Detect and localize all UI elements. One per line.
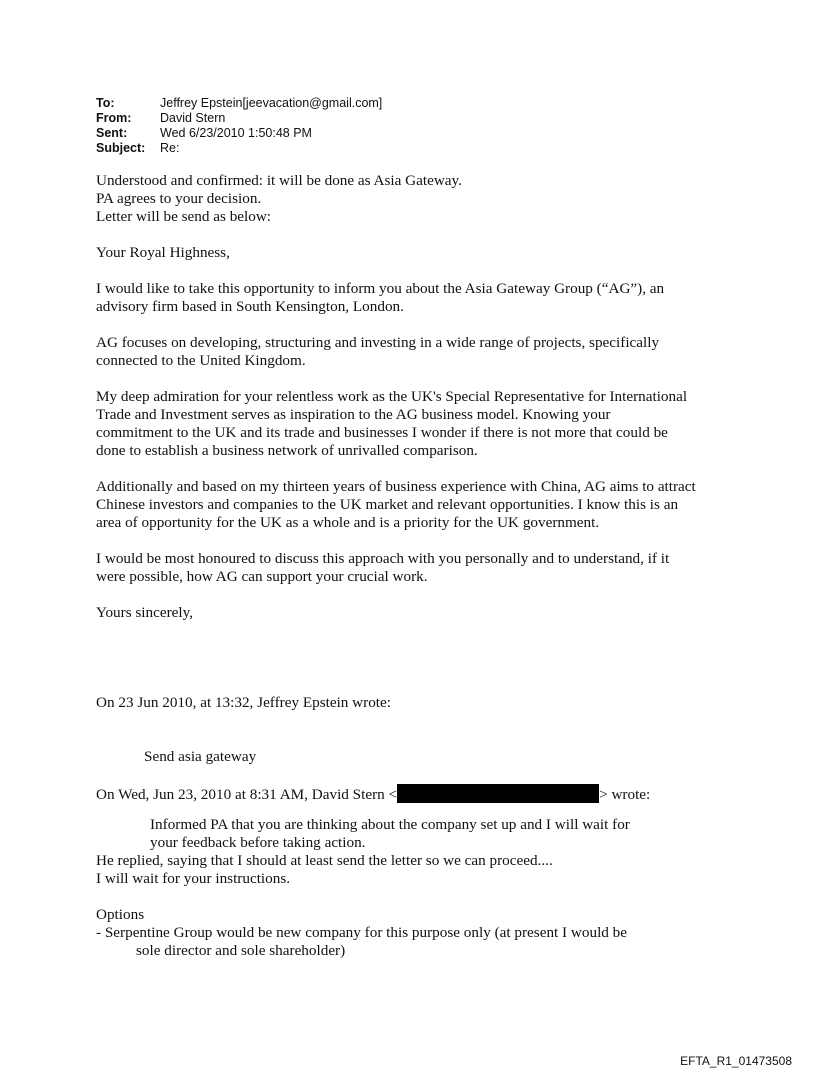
paragraph-line: commitment to the UK and its trade and businesses I wonder if there is not more that could be (96, 424, 668, 441)
redaction-box (397, 784, 599, 803)
intro-line: PA agrees to your decision. (96, 190, 262, 207)
options-title: Options (96, 906, 145, 923)
sent-value: Wed 6/23/2010 1:50:48 PM (160, 126, 312, 140)
quote1-body: Send asia gateway (144, 748, 257, 765)
paragraph-line: I would like to take this opportunity to inform you about the Asia Gateway Group (“AG”), an (96, 280, 665, 297)
paragraph-line: Trade and Investment serves as inspiration to the AG business model. Knowing your (96, 406, 611, 423)
quote2-line: He replied, saying that I should at least send the letter so we can proceed.... (96, 852, 553, 869)
paragraph-line: were possible, how AG can support your crucial work. (96, 568, 428, 585)
quote2-line: I will wait for your instructions. (96, 870, 291, 887)
letter-paragraph (96, 550, 736, 586)
letter-paragraph (96, 388, 736, 460)
sent-label: Sent: (96, 126, 128, 140)
options-item-line: - Serpentine Group would be new company for this purpose only (at present I would be (96, 924, 628, 941)
quote2-header (96, 784, 736, 804)
intro-line: Letter will be send as below: (96, 208, 272, 225)
paragraph-line: done to establish a business network of unrivalled comparison. (96, 442, 478, 459)
intro-block (96, 172, 736, 226)
paragraph-line: Chinese investors and companies to the UK market and relevant opportunities. I know this is an (96, 496, 679, 513)
letter-paragraph (96, 280, 736, 316)
paragraph-line: Additionally and based on my thirteen years of business experience with China, AG aims to attract (96, 478, 696, 495)
subject-value: Re: (160, 141, 180, 155)
options-item-line: sole director and sole shareholder) (136, 942, 346, 959)
to-row (96, 96, 382, 111)
to-value: Jeffrey Epstein[jeevacation@gmail.com] (160, 96, 383, 110)
sent-row (96, 126, 382, 141)
paragraph-line: area of opportunity for the UK as a whole and is a priority for the UK government. (96, 514, 600, 531)
intro-line: Understood and confirmed: it will be done as Asia Gateway. (96, 172, 462, 189)
quote2-indented (96, 816, 736, 852)
paragraph-line: I would be most honoured to discuss this approach with you personally and to understand, if it (96, 550, 670, 567)
quote2-header-suffix: > wrote: (599, 786, 651, 803)
paragraph-line: advisory firm based in South Kensington, London. (96, 298, 404, 315)
salutation: Your Royal Highness, (96, 244, 230, 261)
paragraph-line: AG focuses on developing, structuring and investing in a wide range of projects, specifically (96, 334, 660, 351)
options-item (96, 924, 736, 960)
letter-paragraph (96, 478, 736, 532)
subject-label: Subject: (96, 141, 146, 155)
letter-paragraph (96, 334, 736, 370)
paragraph-line: My deep admiration for your relentless work as the UK's Special Representative for International (96, 388, 688, 405)
quote1-header: On 23 Jun 2010, at 13:32, Jeffrey Epstein wrote: (96, 694, 391, 711)
email-body (96, 172, 736, 960)
to-label: To: (96, 96, 115, 110)
quote2-indented-line: Informed PA that you are thinking about the company set up and I will wait for (150, 816, 630, 833)
document-id: EFTA_R1_01473508 (680, 1054, 792, 1068)
paragraph-line: connected to the United Kingdom. (96, 352, 306, 369)
from-value: David Stern (160, 111, 226, 125)
quote2-header-prefix: On Wed, Jun 23, 2010 at 8:31 AM, David Stern < (96, 786, 398, 803)
subject-row (96, 141, 382, 156)
from-row (96, 111, 382, 126)
email-header (96, 96, 382, 156)
closing: Yours sincerely, (96, 604, 194, 621)
quote2-body (96, 852, 736, 888)
quote2-indented-line: your feedback before taking action. (150, 834, 366, 851)
from-label: From: (96, 111, 132, 125)
